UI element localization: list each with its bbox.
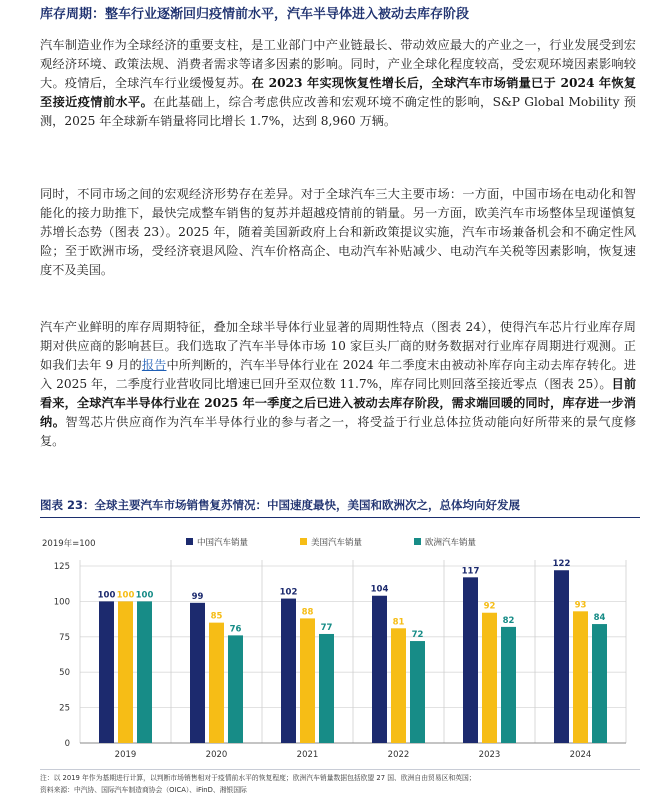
y-tick-label-25: 25 [59, 703, 70, 714]
data-label-2024-series-2: 84 [593, 613, 606, 624]
paragraph-inventory-cycle [40, 318, 636, 451]
bar-2019-series-2 [137, 601, 152, 743]
legend-swatch-series-1 [300, 538, 307, 545]
data-label-2019-series-0: 100 [97, 590, 116, 601]
bar-2020-series-1 [209, 623, 224, 743]
x-tick-label-2022: 2022 [387, 750, 410, 760]
x-tick-label-2019: 2019 [114, 750, 137, 760]
bar-2024-series-0 [554, 570, 569, 743]
notes-divider [40, 769, 640, 770]
paragraph-global-auto-market [40, 36, 636, 131]
data-label-2020-series-0: 99 [191, 591, 204, 602]
bar-2023-series-1 [482, 613, 497, 743]
bar-2019-series-0 [99, 601, 114, 743]
data-label-2022-series-1: 81 [392, 617, 405, 628]
legend-label-series-1: 美国汽车销量 [311, 538, 363, 548]
p1-bold-1: 在 2023 年实现恢复性增长后，全球汽车市场销量已于 2024 年恢复至接近疫情前水平。 [40, 76, 637, 109]
p3-text-1: 汽车产业鲜明的库存周期特征，叠加全球半导体行业显著的周期性特点（图表 24），使得汽车芯片行业库存周期对供应商的影响甚巨。我们选取了汽车半导体市场 10 家巨头厂商的财务数据对行业库存周期进行观测。正如我们去年 9 月的 [40, 320, 636, 372]
y-axis-label: 2019年=100 [42, 539, 96, 549]
y-tick-label-100: 100 [53, 597, 70, 608]
report-link[interactable]: 报告 [141, 358, 167, 372]
x-tick-label-2020: 2020 [205, 750, 228, 760]
p1-text-2: 在此基础上，综合考虑供应改善和宏观环境不确定性的影响，S&P Global Mobility 预测，2025 年全球新车销量将同比增长 1.7%，达到 8,960 万辆。 [40, 95, 636, 128]
chart-source: 资料来源：中汽协、国际汽车制造商协会（OICA）、iFinD、湘银国际 [40, 786, 247, 794]
bar-2020-series-0 [190, 603, 205, 743]
data-label-2022-series-2: 72 [411, 630, 424, 641]
bar-2021-series-0 [281, 599, 296, 743]
p2-text-1: 同时，不同市场之间的宏观经济形势存在差异。对于全球汽车三大主要市场：一方面，中国市场在电动化和智能化的接力助推下，最快完成整车销售的复苏并超越疫情前的销量。另一方面，欧美汽车市场整体呈现谨慎复苏增长态势（图表 23）。2025 年，随着美国新政府上台和新政策提议实施，汽车市场兼备机会和不确定性风险；至于欧洲市场，受经济衰退风险、汽车价格高企、电动汽车补贴减少、电动汽车关税等因素影响，恢复速度不及美国。 [40, 187, 636, 277]
data-label-2021-series-0: 102 [279, 587, 298, 598]
x-tick-label-2023: 2023 [478, 750, 501, 760]
bar-2020-series-2 [228, 635, 243, 743]
data-label-2020-series-1: 85 [210, 611, 223, 622]
legend-swatch-series-2 [414, 538, 421, 545]
p1-text-1: 汽车制造业作为全球经济的重要支柱，是工业部门中产业链最长、带动效应最大的产业之一，行业发展受到宏观经济环境、政策法规、消费者需求等诸多因素的影响。同时，产业全球化程度较高，受宏观环境因素影响较大。疫情后，全球汽车行业缓慢复苏。 [40, 38, 636, 90]
bar-2022-series-0 [372, 596, 387, 743]
legend-label-series-2: 欧洲汽车销量 [425, 538, 477, 548]
data-label-2021-series-1: 88 [301, 607, 314, 618]
p3-text-2: 中所判断的，汽车半导体行业在 2024 年二季度末由被动补库存向主动去库存转化。进入 2025 年，二季度行业营收同比增速已回升至双位数 11.7%，库存同比则回落至接近零点（图表 25）。 [40, 358, 636, 391]
bar-2023-series-0 [463, 577, 478, 743]
legend-label-series-0: 中国汽车销量 [197, 538, 249, 548]
bar-2023-series-2 [501, 627, 516, 743]
data-label-2023-series-2: 82 [502, 615, 515, 626]
p3-bold-1: 目前看来，全球汽车半导体行业在 2025 年一季度之后已进入被动去库存阶段，需求端回暖的同时，库存进一步消纳。 [40, 377, 637, 429]
legend-swatch-series-0 [186, 538, 193, 545]
data-label-2024-series-1: 93 [574, 600, 587, 611]
bar-2024-series-1 [573, 611, 588, 743]
bar-2021-series-1 [300, 618, 315, 743]
chart-note: 注：以 2019 年作为基期进行计算，以判断市场销售相对于疫情前水平的恢复程度；欧洲汽车销量数据包括欧盟 27 国、欧洲自由贸易区和英国； [40, 774, 476, 782]
data-label-2019-series-2: 100 [135, 590, 154, 601]
bar-2022-series-2 [410, 641, 425, 743]
bar-2019-series-1 [118, 601, 133, 743]
p3-text-3: 智驾芯片供应商作为汽车半导体行业的参与者之一，将受益于行业总体拉货动能向好所带来的景气度修复。 [40, 415, 637, 448]
data-label-2021-series-2: 77 [320, 622, 333, 633]
figure-title: 图表 23：全球主要汽车市场销售复苏情况：中国速度最快，美国和欧洲次之，总体均向好发展 [40, 497, 640, 518]
data-label-2023-series-0: 117 [461, 566, 480, 577]
data-label-2020-series-2: 76 [229, 624, 242, 635]
y-tick-label-0: 0 [64, 739, 70, 749]
data-label-2023-series-1: 92 [483, 601, 496, 612]
data-label-2019-series-1: 100 [116, 590, 135, 601]
sales-recovery-bar-chart [40, 524, 630, 769]
paragraph-regional-markets [40, 185, 636, 280]
bar-2021-series-2 [319, 634, 334, 743]
section-heading: 库存周期：整车行业逐渐回归疫情前水平，汽车半导体进入被动去库存阶段 [40, 7, 470, 22]
y-tick-label-125: 125 [53, 562, 70, 572]
y-tick-label-75: 75 [59, 632, 70, 643]
y-tick-label-50: 50 [59, 668, 70, 679]
bar-2024-series-2 [592, 624, 607, 743]
data-label-2024-series-0: 122 [552, 559, 571, 570]
x-tick-label-2021: 2021 [296, 750, 319, 760]
bar-2022-series-1 [391, 628, 406, 743]
data-label-2022-series-0: 104 [370, 584, 389, 595]
x-tick-label-2024: 2024 [569, 750, 592, 760]
